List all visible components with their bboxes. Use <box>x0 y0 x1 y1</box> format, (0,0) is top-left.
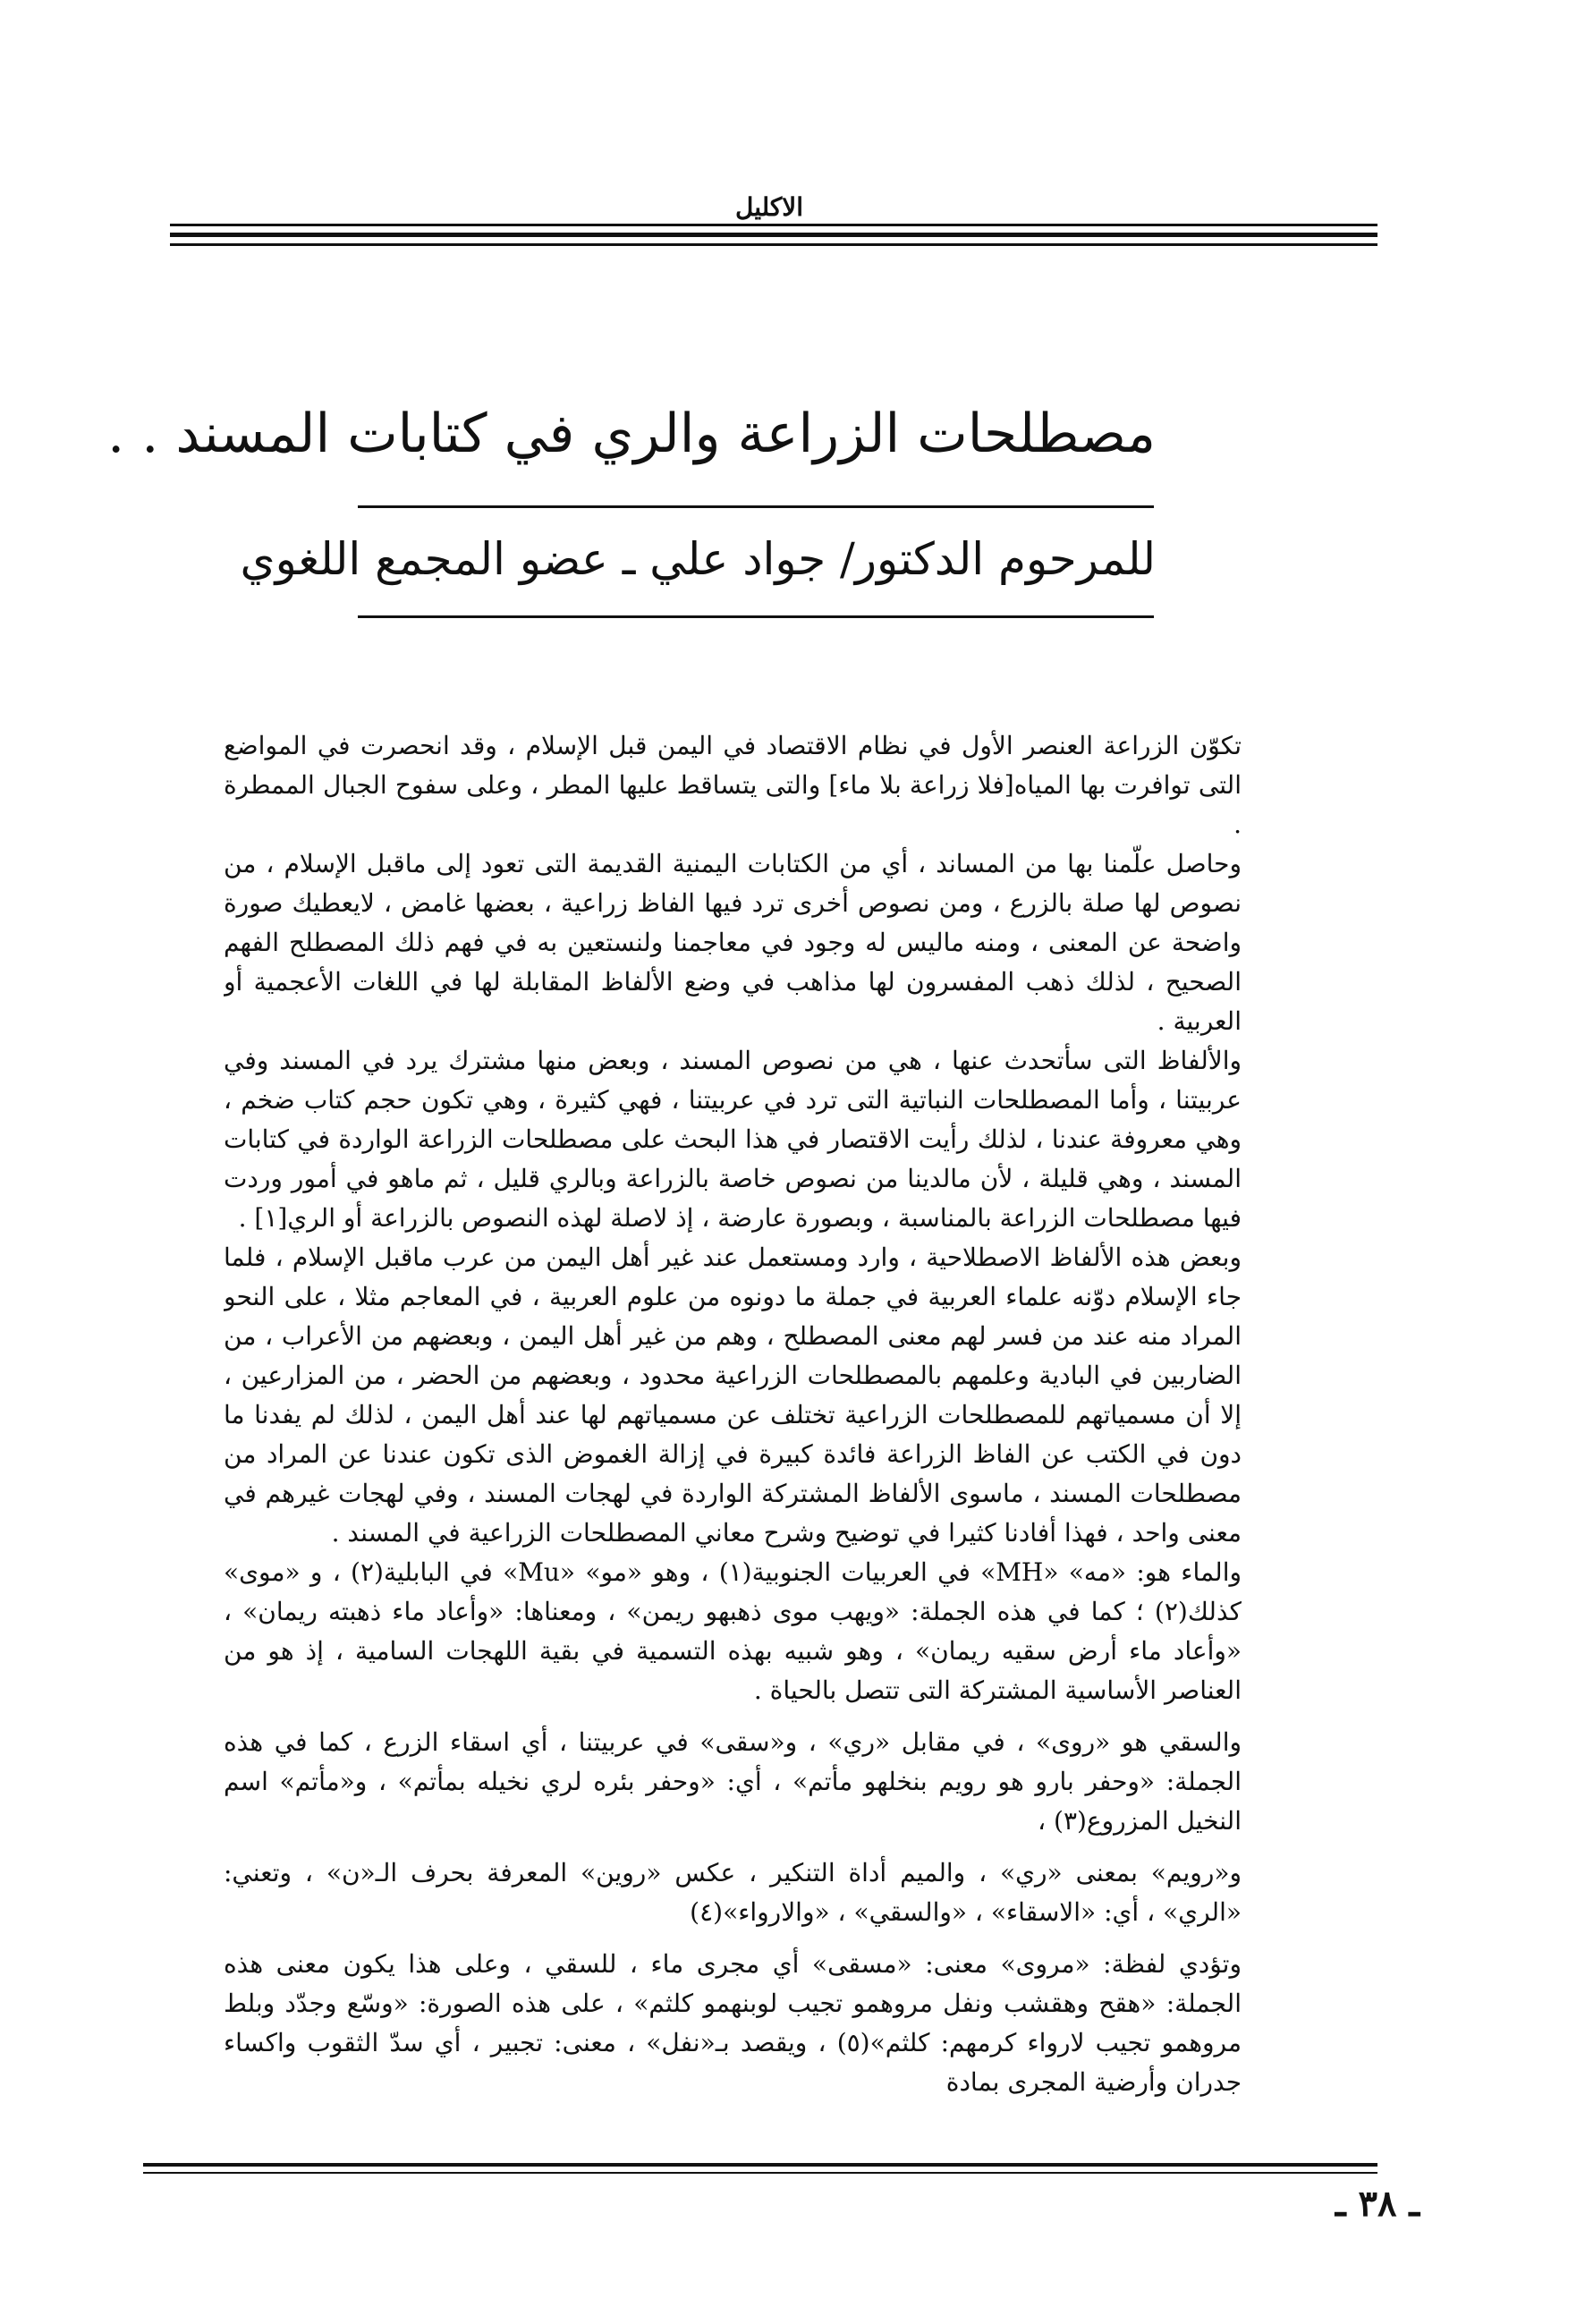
header-rule-top <box>170 224 1377 226</box>
footer-rule-top <box>143 2163 1377 2167</box>
article-body <box>224 726 1242 2156</box>
body-paragraph: وحاصل علّمنا بها من المساند ، أي من الكتابات اليمنية القديمة التى تعود إلى ماقبل الإسلام ، من نصوص لها صلة بالزرع ، ومن نصوص أخرى ترد فيها الفاظ زراعية ، بعضها غامض ، لايعطيك صورة واضحة عن المعنى ، ومنه ماليس له وجود في معاجمنا ولنستعين به في فهم ذلك المصطلح الفهم الصحيح ، لذلك ذهب المفسرون لها مذاهب في وضع الألفاظ المقابلة لها في اللغات الأعجمية أو العربية . <box>224 849 1242 1036</box>
header-rule-bottom <box>170 243 1377 246</box>
article-title: مصطلحات الزراعة والري في كتابات المسند . . <box>107 403 1156 465</box>
running-header-title: الاكليل <box>734 192 803 222</box>
body-paragraph: والألفاظ التى سأتحدث عنها ، هي من نصوص المسند ، وبعض منها مشترك يرد في المسند وفي عربيتنا ، وأما المصطلحات النباتية التى ترد في عربيتنا ، فهي كثيرة ، وهي تكون حجم كتاب ضخم ، وهي معروفة عندنا ، لذلك رأيت الاقتصار في هذا البحث على مصطلحات الزراعة الواردة في كتابات المسند ، وهي قليلة ، لأن مالدينا من نصوص خاصة بالزراعة وبالري قليل ، ثم ماهو في أمور وردت فيها مصطلحات الزراعة بالمناسبة ، وبصورة عارضة ، إذ لاصلة لهذه النصوص بالزراعة أو الري[١] . <box>224 1046 1242 1233</box>
body-paragraph: و«رويم» بمعنى «ري» ، والميم أداة التنكير ، عكس «روين» المعرفة بحرف الـ«ن» ، وتعني: «الري» ، أي: «الاسقاء» ، «والسقي» ، «والارواء»(٤) <box>224 1858 1242 1927</box>
header-rule-middle <box>170 233 1377 237</box>
body-paragraph: وبعض هذه الألفاظ الاصطلاحية ، وارد ومستعمل عند غير أهل اليمن من عرب ماقبل الإسلام ، فلما جاء الإسلام دوّنه علماء العربية في جملة ما دونوه من علوم العربية ، في المعاجم مثلا ، على النحو المراد منه عند من فسر لهم معنى المصطلح ، وهم من غير أهل اليمن ، وبعضهم من الأعراب ، من الضاربين في البادية وعلمهم بالمصطلحات الزراعية محدود ، وبعضهم من الحضر ، من المزارعين ، إلا أن مسمياتهم للمصطلحات الزراعية تختلف عن مسمياتهم لها عند أهل اليمن ، لذلك لم يفدنا ما دون في الكتب عن الفاظ الزراعة فائدة كبيرة في إزالة الغموض الذى تكون عندنا عن المراد من مصطلحات المسند ، ماسوى الألفاظ المشتركة الواردة في لهجات المسند ، وفي لهجات غيرهم في معنى واحد ، فهذا أفادنا كثيرا في توضيح وشرح معاني المصطلحات الزراعية في المسند . <box>224 1243 1242 1548</box>
body-paragraph: وتؤدي لفظة: «مروى» معنى: «مسقى» أي مجرى ماء ، للسقي ، وعلى هذا يكون معنى هذه الجملة: «هقح وهقشب ونفل مروهمو تجيب لوبنهمو كلثم» ، على هذه الصورة: «وسّع وجدّد وبلط مروهمو تجيب لارواء كرمهم: كلثم»(٥) ، ويقصد بـ«نفل» ، معنى: تجبير ، أي سدّ الثقوب واكساء جدران وأرضية المجرى بمادة <box>224 1949 1242 2097</box>
title-divider-rule <box>358 505 1154 508</box>
page-number: ـ ٣٨ ـ <box>1335 2183 1420 2225</box>
footer-rule-bottom <box>143 2172 1377 2174</box>
body-paragraph: والماء هو: «مه» «MH» في العربيات الجنوبية(١) ، وهو «مو» «Mu» في البابلية(٢) ، و «موى» كذلك(٢) ؛ كما في هذه الجملة: «ويهب موى ذهبهو ريمن» ، ومعناها: «وأعاد ماء ذهبته ريمان» ، «وأعاد ماء أرض سقيه ريمان» ، وهو شبيه بهذه التسمية في بقية اللهجات السامية ، إذ هو من العناصر الأساسية المشتركة التى تتصل بالحياة . <box>224 1557 1242 1705</box>
article-author: للمرحوم الدكتور/ جواد علي ـ عضو المجمع اللغوي <box>240 533 1156 585</box>
author-divider-rule <box>358 615 1154 618</box>
body-paragraph: تكوّن الزراعة العنصر الأول في نظام الاقتصاد في اليمن قبل الإسلام ، وقد انحصرت في المواضع التى توافرت بها المياه[فلا زراعة بلا ماء] والتى يتساقط عليها المطر ، وعلى سفوح الجبال الممطرة . <box>224 731 1242 839</box>
body-paragraph: والسقي هو «روى» ، في مقابل «ري» ، و«سقى» في عربيتنا ، أي اسقاء الزرع ، كما في هذه الجملة: «وحفر بارو هو رويم بنخلهو مأتم» ، أي: «وحفر بئره لري نخيله بمأتم» ، و«مأتم» اسم النخيل المزروع(٣) ، <box>224 1727 1242 1836</box>
